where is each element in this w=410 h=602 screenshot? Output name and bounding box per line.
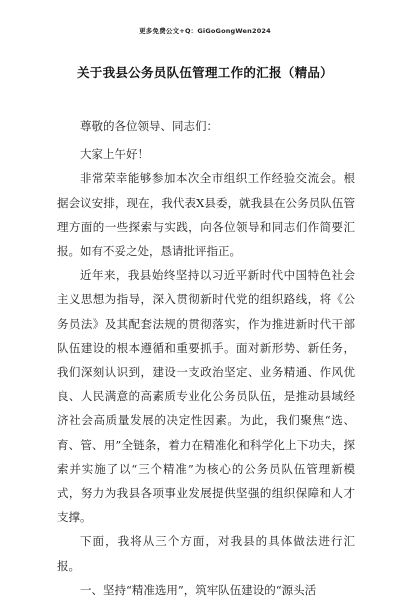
paragraph-background: 近年来，我县始终坚持以习近平新时代中国特色社会主义思想为指导，深入贯彻新时代党的组织路线，将《公务员法》及其配套法规的贯彻落实，作为推进新时代干部队伍建设的根本遵循和重要抓手。面对新形势、新任务，我们深刻认识到，建设一支政治坚定、业务精通、作风优良、人民满意的高素质专业化公务员队伍，是推动县域经济社会高质量发展的决定性因素。为此，我们聚焦“选、育、管、用”全链条，着力在精准化和科学化上下功夫，探索并实施了以“三个精准”为核心的公务员队伍管理新模式，努力为我县各项事业发展提供坚强的组织保障和人才支撑。 (57, 268, 355, 525)
paragraph-intro: 非常荣幸能够参加本次全市组织工作经验交流会。根据会议安排，现在，我代表X县委，就我县在公务员队伍管理方面的一些探索与实践，向各位领导和同志们作简要汇报。如有不妥之处，恳请批评指正。 (57, 171, 355, 259)
salutation: 尊敬的各位领导、同志们： (80, 119, 218, 133)
document-body (57, 114, 355, 602)
paragraph-greeting: 大家上午好！ (80, 147, 149, 162)
header-note: 更多免费公文+Q：GiGoGongWen2024 (139, 27, 271, 35)
document-title: 关于我县公务员队伍管理工作的汇报（精品） (76, 65, 333, 80)
paragraph-section-one: 一、坚持“精准选用”，筑牢队伍建设的“源头活 (80, 582, 317, 597)
paragraph-outline: 下面，我将从三个方面，对我县的具体做法进行汇报。 (57, 534, 355, 573)
